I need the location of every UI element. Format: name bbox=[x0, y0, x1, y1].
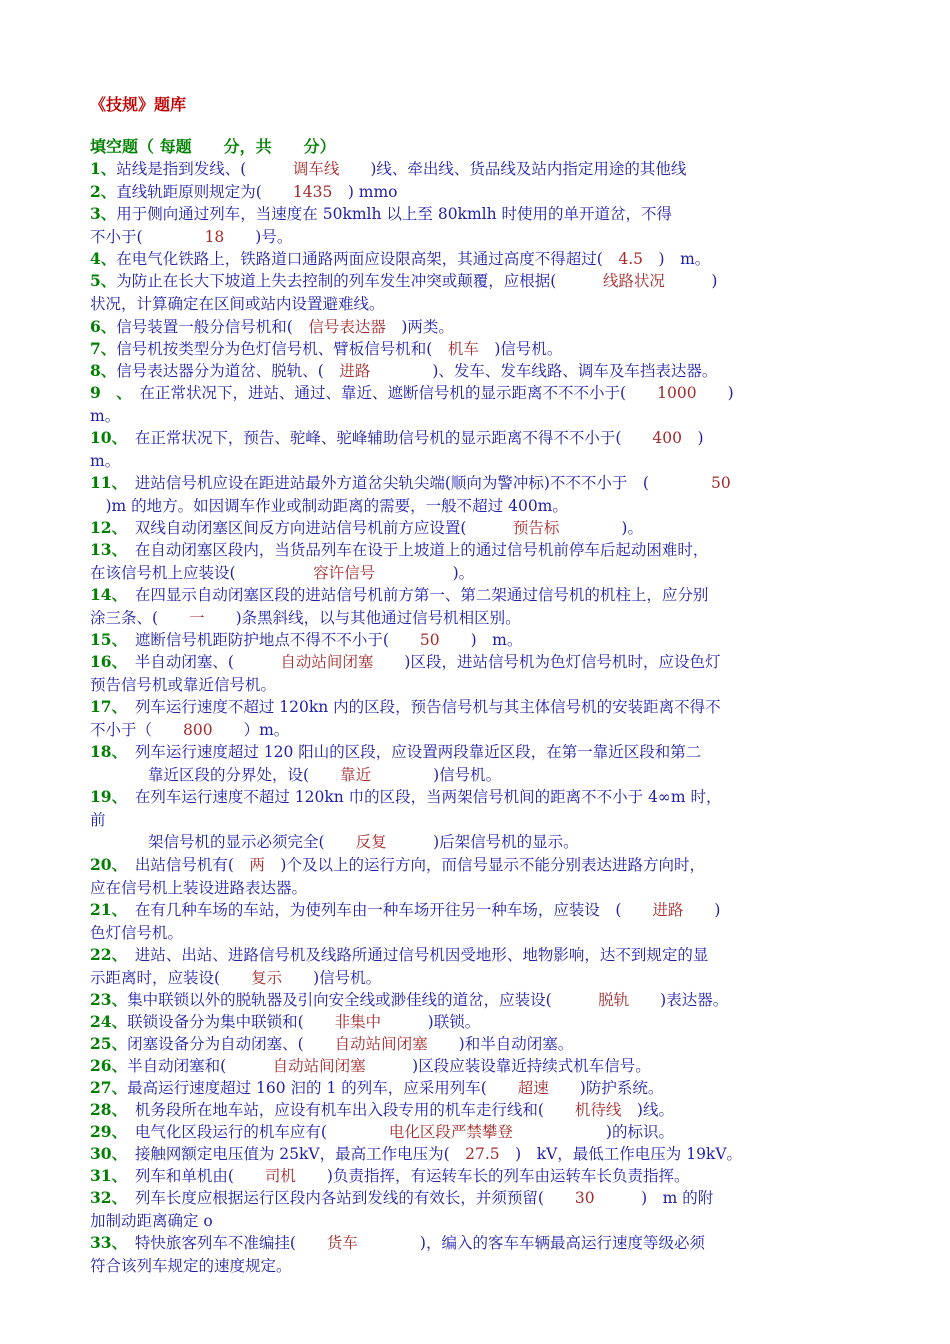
question-number: 2、 bbox=[90, 182, 117, 201]
answer-text: 机待线 bbox=[574, 1101, 622, 1119]
question-number: 32、 bbox=[90, 1188, 120, 1207]
question-text: 列车和单机由( bbox=[119, 1167, 265, 1185]
question-number: 33、 bbox=[90, 1233, 120, 1252]
question-line bbox=[90, 427, 860, 450]
answer-text: 进路 bbox=[339, 362, 371, 380]
question-text: 信号机按类型分为色灯信号机、臂板信号机和( bbox=[116, 340, 448, 358]
question-line bbox=[90, 405, 860, 428]
answer-text: 4.5 bbox=[618, 250, 644, 268]
question-text: 示距离时，应装设( bbox=[90, 968, 252, 987]
answer-text: 自动站间闭塞 bbox=[334, 1035, 428, 1053]
answer-text: 自动站间闭塞 bbox=[280, 653, 374, 671]
question-line bbox=[90, 1099, 860, 1122]
question-text: )负责指挥，有运转车长的列车由运转车长负责指挥。 bbox=[295, 1167, 690, 1185]
question-line bbox=[90, 831, 860, 854]
question-text: )条黑斜线，以与其他通过信号机相区别。 bbox=[204, 608, 521, 627]
question-text: 集中联锁以外的脱轨器及引向安全线或渺佳线的道岔，应装设( bbox=[127, 991, 599, 1009]
question-line bbox=[90, 719, 860, 742]
question-line bbox=[90, 1011, 860, 1034]
question-line bbox=[90, 338, 860, 361]
question-number: 4、 bbox=[90, 249, 117, 268]
question-line bbox=[90, 674, 860, 697]
question-item bbox=[90, 1143, 860, 1166]
question-number: 19、 bbox=[90, 787, 120, 806]
question-text: 列车长度应根据运行区段内各站到发线的有效长，并须预留( bbox=[119, 1189, 575, 1207]
answer-text: 调车线 bbox=[292, 160, 340, 178]
answer-text: 30 bbox=[574, 1189, 595, 1207]
question-line bbox=[90, 1143, 860, 1166]
question-line bbox=[90, 854, 860, 877]
question-number: 22、 bbox=[90, 945, 120, 964]
question-text: ) m。 bbox=[643, 250, 711, 268]
question-line bbox=[90, 158, 860, 181]
question-text: 列车运行速度不超过 120kn 内的区段，预告信号机与其主体信号机的安装距离不得不 bbox=[119, 698, 721, 716]
question-number: 13、 bbox=[90, 540, 120, 559]
question-number: 18、 bbox=[90, 742, 120, 761]
question-text: 进站、出站、进路信号机及线路所通过信号机因受地形、地物影响，达不到规定的显 bbox=[119, 946, 709, 964]
answer-text: 容许信号 bbox=[313, 563, 376, 582]
answer-text: 线路状况 bbox=[602, 272, 665, 290]
question-line bbox=[90, 877, 860, 900]
question-line bbox=[90, 1232, 860, 1255]
question-line bbox=[90, 1055, 860, 1078]
question-text: ) m。 bbox=[439, 631, 523, 649]
question-text: 在自动闭塞区段内，当货品列车在设于上坡道上的通过信号机前停车后起动困难时， bbox=[119, 541, 709, 559]
question-text: 信号装置一般分信号机和( bbox=[116, 318, 309, 336]
question-text: 出站信号机有( bbox=[119, 856, 250, 874]
answer-text: 司机 bbox=[264, 1167, 296, 1185]
question-line bbox=[90, 651, 860, 674]
question-number: 29、 bbox=[90, 1122, 120, 1141]
question-text: 在列车运行速度不超过 120kn 巾的区段，当两架信号机间的距离不不小于 4∞m 时， bbox=[119, 788, 722, 806]
question-item bbox=[90, 539, 860, 584]
question-text: 半自动闭塞、( bbox=[119, 653, 281, 671]
question-text: 最高运行速度超过 160 汩的 1 的列车，应采用列车( bbox=[127, 1079, 518, 1097]
question-item bbox=[90, 1033, 860, 1056]
question-line bbox=[90, 764, 860, 787]
question-line bbox=[90, 629, 860, 652]
question-number: 10、 bbox=[90, 428, 120, 447]
question-line bbox=[90, 786, 860, 809]
question-item bbox=[90, 382, 860, 427]
question-line bbox=[90, 1165, 860, 1188]
question-item bbox=[90, 338, 860, 361]
question-text: )。 bbox=[375, 563, 475, 582]
question-item bbox=[90, 158, 860, 181]
question-text: 状况，计算确定在区间或站内设置避难线。 bbox=[90, 294, 385, 313]
question-item bbox=[90, 517, 860, 540]
question-text: )表达器。 bbox=[629, 991, 729, 1009]
question-text: 在正常状况下，进站、通过、靠近、遮断信号机的显示距离不不不小于( bbox=[124, 384, 658, 402]
question-line bbox=[90, 1210, 860, 1233]
question-line bbox=[90, 1033, 860, 1056]
question-text: 预告信号机或靠近信号机。 bbox=[90, 675, 277, 694]
answer-text: 靠近 bbox=[340, 765, 372, 784]
question-item bbox=[90, 944, 860, 989]
question-number: 20、 bbox=[90, 855, 120, 874]
answer-text: 400 bbox=[652, 429, 682, 447]
question-item bbox=[90, 472, 860, 517]
question-line bbox=[90, 696, 860, 719]
question-item bbox=[90, 1099, 860, 1122]
question-text: )信号机。 bbox=[478, 340, 563, 358]
question-text: )信号机。 bbox=[371, 765, 502, 784]
question-item bbox=[90, 786, 860, 854]
question-text: 电气化区段运行的机车应有( bbox=[119, 1123, 389, 1141]
question-item bbox=[90, 1055, 860, 1078]
question-item bbox=[90, 696, 860, 741]
question-item bbox=[90, 854, 860, 899]
question-item bbox=[90, 741, 860, 786]
question-number: 3、 bbox=[90, 204, 117, 223]
answer-text: 货车 bbox=[326, 1234, 358, 1252]
question-text: 前 bbox=[90, 810, 106, 829]
question-text: )区段，进站信号机为色灯信号机时，应设色灯 bbox=[373, 653, 721, 671]
question-item bbox=[90, 989, 860, 1012]
question-number: 9 、 bbox=[90, 383, 125, 402]
question-line bbox=[90, 584, 860, 607]
question-text: 机务段所在地车站，应设有机车出入段专用的机车走行线和( bbox=[119, 1101, 575, 1119]
question-text: )线。 bbox=[621, 1101, 674, 1119]
question-item bbox=[90, 1011, 860, 1034]
question-text: 联锁设备分为集中联锁和( bbox=[127, 1013, 335, 1031]
question-item bbox=[90, 1165, 860, 1188]
question-text: 在电气化铁路上，铁路道口通路两面应设限高架，其通过高度不得超过( bbox=[116, 250, 619, 268]
answer-text: 进路 bbox=[652, 901, 684, 919]
question-text: )号。 bbox=[224, 227, 293, 246]
question-line bbox=[90, 967, 860, 990]
question-text: 架信号机的显示必须完全( bbox=[148, 833, 356, 852]
question-text: 站线是指到发线、( bbox=[116, 160, 293, 178]
question-text: m。 bbox=[90, 451, 121, 470]
answer-text: 脱轨 bbox=[598, 991, 630, 1009]
question-line bbox=[90, 517, 860, 540]
answer-text: 复示 bbox=[251, 968, 283, 987]
question-text: )防护系统。 bbox=[548, 1079, 664, 1097]
question-number: 15、 bbox=[90, 630, 120, 649]
question-line bbox=[90, 539, 860, 562]
question-number: 12、 bbox=[90, 518, 120, 537]
question-text: )、发车、发车线路、调车及车挡表达器。 bbox=[370, 362, 718, 380]
question-text: ) mmo bbox=[332, 183, 398, 201]
question-line bbox=[90, 248, 860, 271]
question-number: 28、 bbox=[90, 1100, 120, 1119]
question-number: 31、 bbox=[90, 1166, 120, 1185]
question-line bbox=[90, 1255, 860, 1278]
question-text: )个及以上的运行方向，而信号显示不能分别表达进路方向时， bbox=[264, 856, 705, 874]
question-line bbox=[90, 1121, 860, 1144]
question-text: )联锁。 bbox=[381, 1013, 481, 1031]
answer-text: 预告标 bbox=[512, 519, 560, 537]
question-line bbox=[90, 495, 860, 518]
question-text: )和半自动闭塞。 bbox=[427, 1035, 574, 1053]
question-item bbox=[90, 427, 860, 472]
question-text: 遮断信号机距防护地点不得不不小于( bbox=[119, 631, 420, 649]
question-item bbox=[90, 181, 860, 204]
question-text: 在四显示自动闭塞区段的进站信号机前方第一、第二架通过信号机的机柱上，应分别 bbox=[119, 586, 709, 604]
question-number: 24、 bbox=[90, 1012, 128, 1031]
question-text: )信号机。 bbox=[282, 968, 382, 987]
question-item bbox=[90, 1232, 860, 1277]
question-line bbox=[90, 360, 860, 383]
question-text: ) bbox=[683, 901, 721, 919]
answer-text: 18 bbox=[204, 227, 225, 246]
question-text: 接触网额定电压值为 25kV，最高工作电压为( bbox=[119, 1145, 466, 1163]
question-text: 涂三条、( bbox=[90, 608, 190, 627]
question-text: ) bbox=[696, 384, 734, 402]
question-item bbox=[90, 360, 860, 383]
answer-text: 超速 bbox=[517, 1079, 549, 1097]
question-text: 在有几种车场的车站，为使列车由一种车场开往另一种车场，应装设 ( bbox=[119, 901, 653, 919]
answer-text: 800 bbox=[183, 720, 213, 739]
question-item bbox=[90, 248, 860, 271]
question-number: 23、 bbox=[90, 990, 128, 1009]
question-item bbox=[90, 1077, 860, 1100]
answer-text: 信号表达器 bbox=[308, 318, 386, 336]
question-number: 5、 bbox=[90, 271, 117, 290]
question-item bbox=[90, 270, 860, 315]
question-text: 不小于( bbox=[90, 227, 205, 246]
question-text: )后架信号机的显示。 bbox=[386, 833, 579, 852]
question-line bbox=[90, 899, 860, 922]
question-number: 6、 bbox=[90, 317, 117, 336]
question-text: ) bbox=[664, 272, 718, 290]
question-number: 8、 bbox=[90, 361, 117, 380]
question-line bbox=[90, 1077, 860, 1100]
question-text: )，编入的客车车辆最高运行速度等级必须 bbox=[357, 1234, 705, 1252]
question-item bbox=[90, 899, 860, 944]
question-text: )两类。 bbox=[385, 318, 454, 336]
question-text: )m 的地方。如因调车作业或制动距离的需要，一般不超过 400m。 bbox=[90, 496, 568, 515]
question-line bbox=[90, 809, 860, 832]
question-line bbox=[90, 316, 860, 339]
question-text: 进站信号机应设在距进站最外方道岔尖轨尖端(顺向为警冲标)不不不小于 ( bbox=[119, 474, 711, 492]
answer-text: 反复 bbox=[355, 833, 387, 852]
answer-text: 两 bbox=[249, 856, 265, 874]
question-text: ) bbox=[681, 429, 704, 447]
question-number: 17、 bbox=[90, 697, 120, 716]
question-text: 列车运行速度超过 120 阳山的区段，应设置两段靠近区段，在第一靠近区段和第二 bbox=[119, 743, 702, 761]
question-text: 用于侧向通过列车，当速度在 50kmlh 以上至 80kmlh 时使用的单开道岔，不得 bbox=[116, 205, 673, 223]
question-text: 色灯信号机。 bbox=[90, 923, 184, 942]
question-line bbox=[90, 203, 860, 226]
answer-text: 非集中 bbox=[334, 1013, 382, 1031]
question-line bbox=[90, 562, 860, 585]
question-line bbox=[90, 382, 860, 405]
answer-text: 1435 bbox=[292, 183, 333, 201]
answer-text: 电化区段严禁攀登 bbox=[388, 1123, 513, 1141]
question-number: 7、 bbox=[90, 339, 117, 358]
question-text: 双线自动闭塞区间反方向进站信号机前方应设置( bbox=[119, 519, 513, 537]
question-number: 21、 bbox=[90, 900, 120, 919]
question-line bbox=[90, 293, 860, 316]
question-text: )区段应装设靠近持续式机车信号。 bbox=[365, 1057, 651, 1075]
question-text: )。 bbox=[559, 519, 643, 537]
question-text: ）m。 bbox=[212, 720, 290, 739]
question-number: 16、 bbox=[90, 652, 120, 671]
question-number: 1、 bbox=[90, 159, 117, 178]
answer-text: 一 bbox=[189, 608, 205, 627]
question-line bbox=[90, 989, 860, 1012]
question-text: 闭塞设备分为自动闭塞、( bbox=[127, 1035, 335, 1053]
question-text: 特快旅客列车不准编挂( bbox=[119, 1234, 327, 1252]
question-text: 半自动闭塞和( bbox=[127, 1057, 273, 1075]
question-line bbox=[90, 181, 860, 204]
answer-text: 1000 bbox=[657, 384, 697, 402]
question-line bbox=[90, 1187, 860, 1210]
question-line bbox=[90, 607, 860, 630]
question-number: 25、 bbox=[90, 1034, 128, 1053]
question-number: 14、 bbox=[90, 585, 120, 604]
question-text: 在正常状况下，预告、驼峰、驼峰辅助信号机的显示距离不得不不小于( bbox=[119, 429, 653, 447]
answer-text: 自动站间闭塞 bbox=[272, 1057, 366, 1075]
question-text: ) m 的附 bbox=[594, 1189, 714, 1207]
question-number: 11、 bbox=[90, 473, 120, 492]
question-line bbox=[90, 922, 860, 945]
answer-text: 50 bbox=[710, 474, 731, 492]
question-line bbox=[90, 741, 860, 764]
question-number: 30、 bbox=[90, 1144, 120, 1163]
question-text: 直线轨距原则规定为( bbox=[116, 183, 293, 201]
question-item bbox=[90, 316, 860, 339]
question-item bbox=[90, 1121, 860, 1144]
question-number: 27、 bbox=[90, 1078, 128, 1097]
question-text: 加制动距离确定 o bbox=[90, 1211, 213, 1230]
question-text: )的标识。 bbox=[512, 1123, 674, 1141]
question-text: 信号表达器分为道岔、脱轨、( bbox=[116, 362, 340, 380]
section-heading: 填空题（ 每题 分，共 分） bbox=[90, 137, 336, 156]
answer-text: 27.5 bbox=[465, 1145, 500, 1163]
question-line bbox=[90, 450, 860, 473]
question-text: ) kV，最低工作电压为 19kV。 bbox=[499, 1145, 743, 1163]
question-text: 靠近区段的分界处，设( bbox=[148, 765, 341, 784]
question-text: 不小于（ bbox=[90, 720, 184, 739]
question-text: m。 bbox=[90, 406, 121, 425]
question-item bbox=[90, 651, 860, 696]
question-line bbox=[90, 270, 860, 293]
question-text: 符合该列车规定的速度规定。 bbox=[90, 1256, 292, 1275]
answer-text: 机车 bbox=[447, 340, 479, 358]
question-number: 26、 bbox=[90, 1056, 128, 1075]
question-text: )线、牵出线、货品线及站内指定用途的其他线 bbox=[339, 160, 687, 178]
question-item bbox=[90, 1187, 860, 1232]
question-text: 在该信号机上应装设( bbox=[90, 563, 314, 582]
question-text: 为防止在长大下坡道上失去控制的列车发生冲突或颠覆，应根据( bbox=[116, 272, 603, 290]
question-item bbox=[90, 584, 860, 629]
question-line bbox=[90, 472, 860, 495]
question-text: 应在信号机上装设进路表达器。 bbox=[90, 878, 308, 897]
document-title: 《技规》题库 bbox=[90, 95, 187, 114]
question-item bbox=[90, 203, 860, 248]
question-line bbox=[90, 226, 860, 249]
question-line bbox=[90, 944, 860, 967]
answer-text: 50 bbox=[419, 631, 440, 649]
question-item bbox=[90, 629, 860, 652]
